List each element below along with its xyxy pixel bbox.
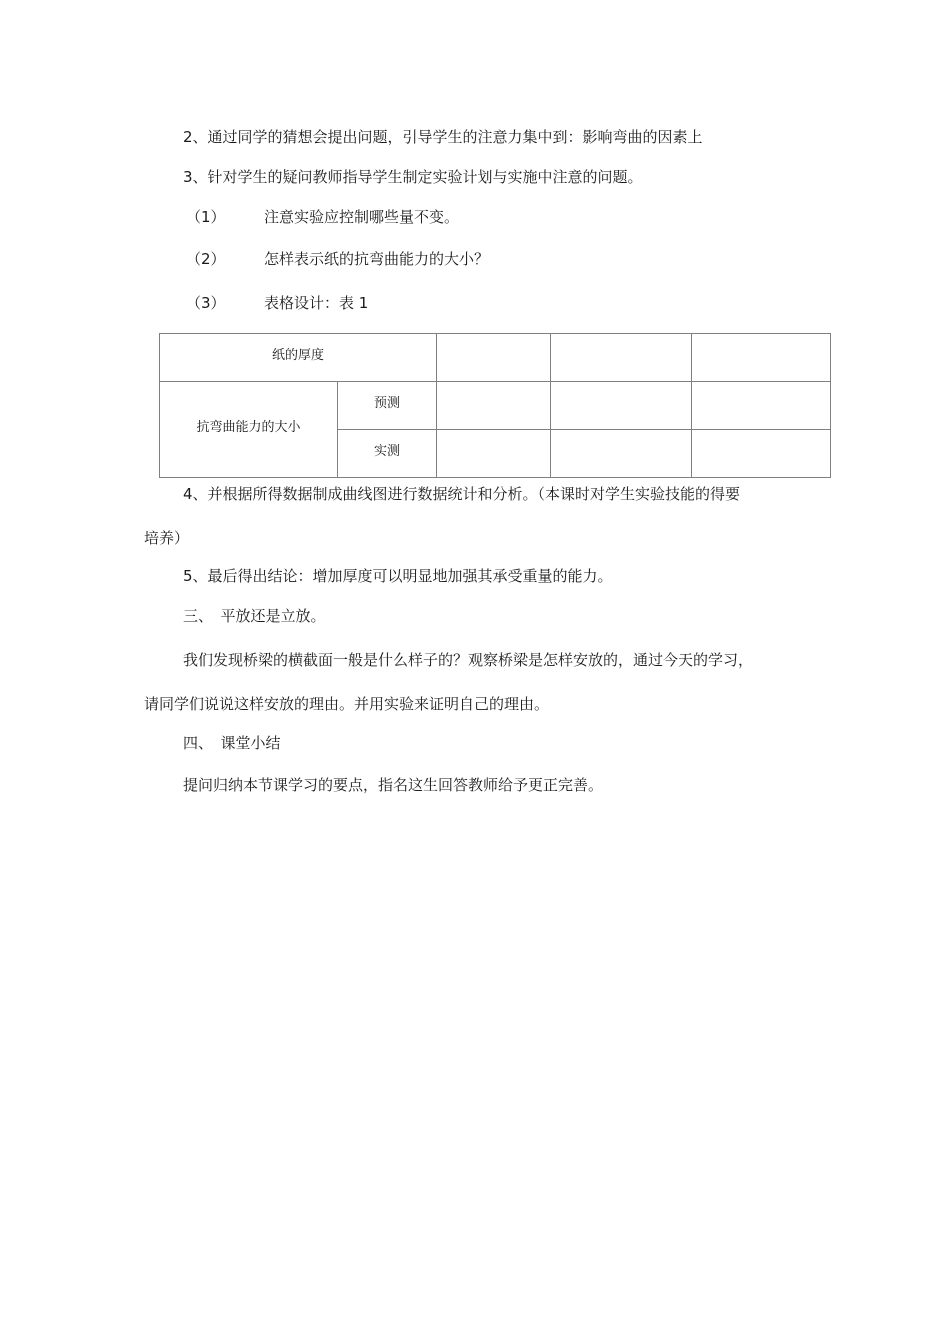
section-4-title: 四、 课堂小结 bbox=[183, 734, 281, 752]
ability-label: 抗弯曲能力的大小 bbox=[196, 420, 301, 435]
table-cell bbox=[551, 430, 692, 478]
ability-header-cell bbox=[160, 382, 338, 478]
paragraph-1-line-1: 我们发现桥梁的横截面一般是什么样子的？观察桥梁是怎样安放的，通过今天的学习， bbox=[183, 651, 754, 669]
sub-item-2-number: （2） bbox=[186, 250, 226, 268]
table-cell bbox=[551, 382, 692, 430]
thickness-label: 纸的厚度 bbox=[272, 348, 325, 363]
predict-cell bbox=[338, 382, 437, 430]
actual-cell bbox=[338, 430, 437, 478]
table-cell bbox=[692, 382, 831, 430]
item-5: 5、最后得出结论：增加厚度可以明显地加强其承受重量的能力。 bbox=[183, 567, 613, 585]
table-cell bbox=[692, 334, 831, 382]
table-cell bbox=[551, 334, 692, 382]
table-row bbox=[160, 334, 831, 382]
table-cell bbox=[437, 334, 551, 382]
table-cell bbox=[437, 382, 551, 430]
sub-item-3-number: （3） bbox=[186, 294, 226, 312]
actual-label: 实测 bbox=[374, 444, 401, 459]
sub-item-2 bbox=[186, 249, 489, 269]
item-3: 3、针对学生的疑问教师指导学生制定实验计划与实施中注意的问题。 bbox=[183, 168, 643, 186]
sub-item-1-text: 注意实验应控制哪些量不变。 bbox=[264, 208, 460, 226]
table-row bbox=[160, 382, 831, 430]
sub-item-1 bbox=[186, 207, 459, 227]
sub-item-1-number: （1） bbox=[186, 208, 226, 226]
predict-label: 预测 bbox=[374, 396, 401, 411]
section-3-title: 三、 平放还是立放。 bbox=[183, 607, 326, 625]
table-cell bbox=[692, 430, 831, 478]
paragraph-2: 提问归纳本节课学习的要点，指名这生回答教师给予更正完善。 bbox=[183, 776, 604, 794]
sub-item-3-text: 表格设计：表 1 bbox=[264, 294, 369, 312]
item-4-line-1: 4、并根据所得数据制成曲线图进行数据统计和分析。（本课时对学生实验技能的得要 bbox=[183, 485, 741, 503]
data-table bbox=[159, 333, 831, 478]
sub-item-3 bbox=[186, 293, 368, 313]
table-cell bbox=[437, 430, 551, 478]
paragraph-1-line-2: 请同学们说说这样安放的理由。并用实验来证明自己的理由。 bbox=[144, 695, 550, 713]
sub-item-2-text: 怎样表示纸的抗弯曲能力的大小？ bbox=[264, 250, 490, 268]
item-4-line-2: 培养） bbox=[144, 529, 190, 547]
thickness-header-cell bbox=[160, 334, 437, 382]
item-2: 2、通过同学的猜想会提出问题，引导学生的注意力集中到：影响弯曲的因素上 bbox=[183, 128, 703, 146]
